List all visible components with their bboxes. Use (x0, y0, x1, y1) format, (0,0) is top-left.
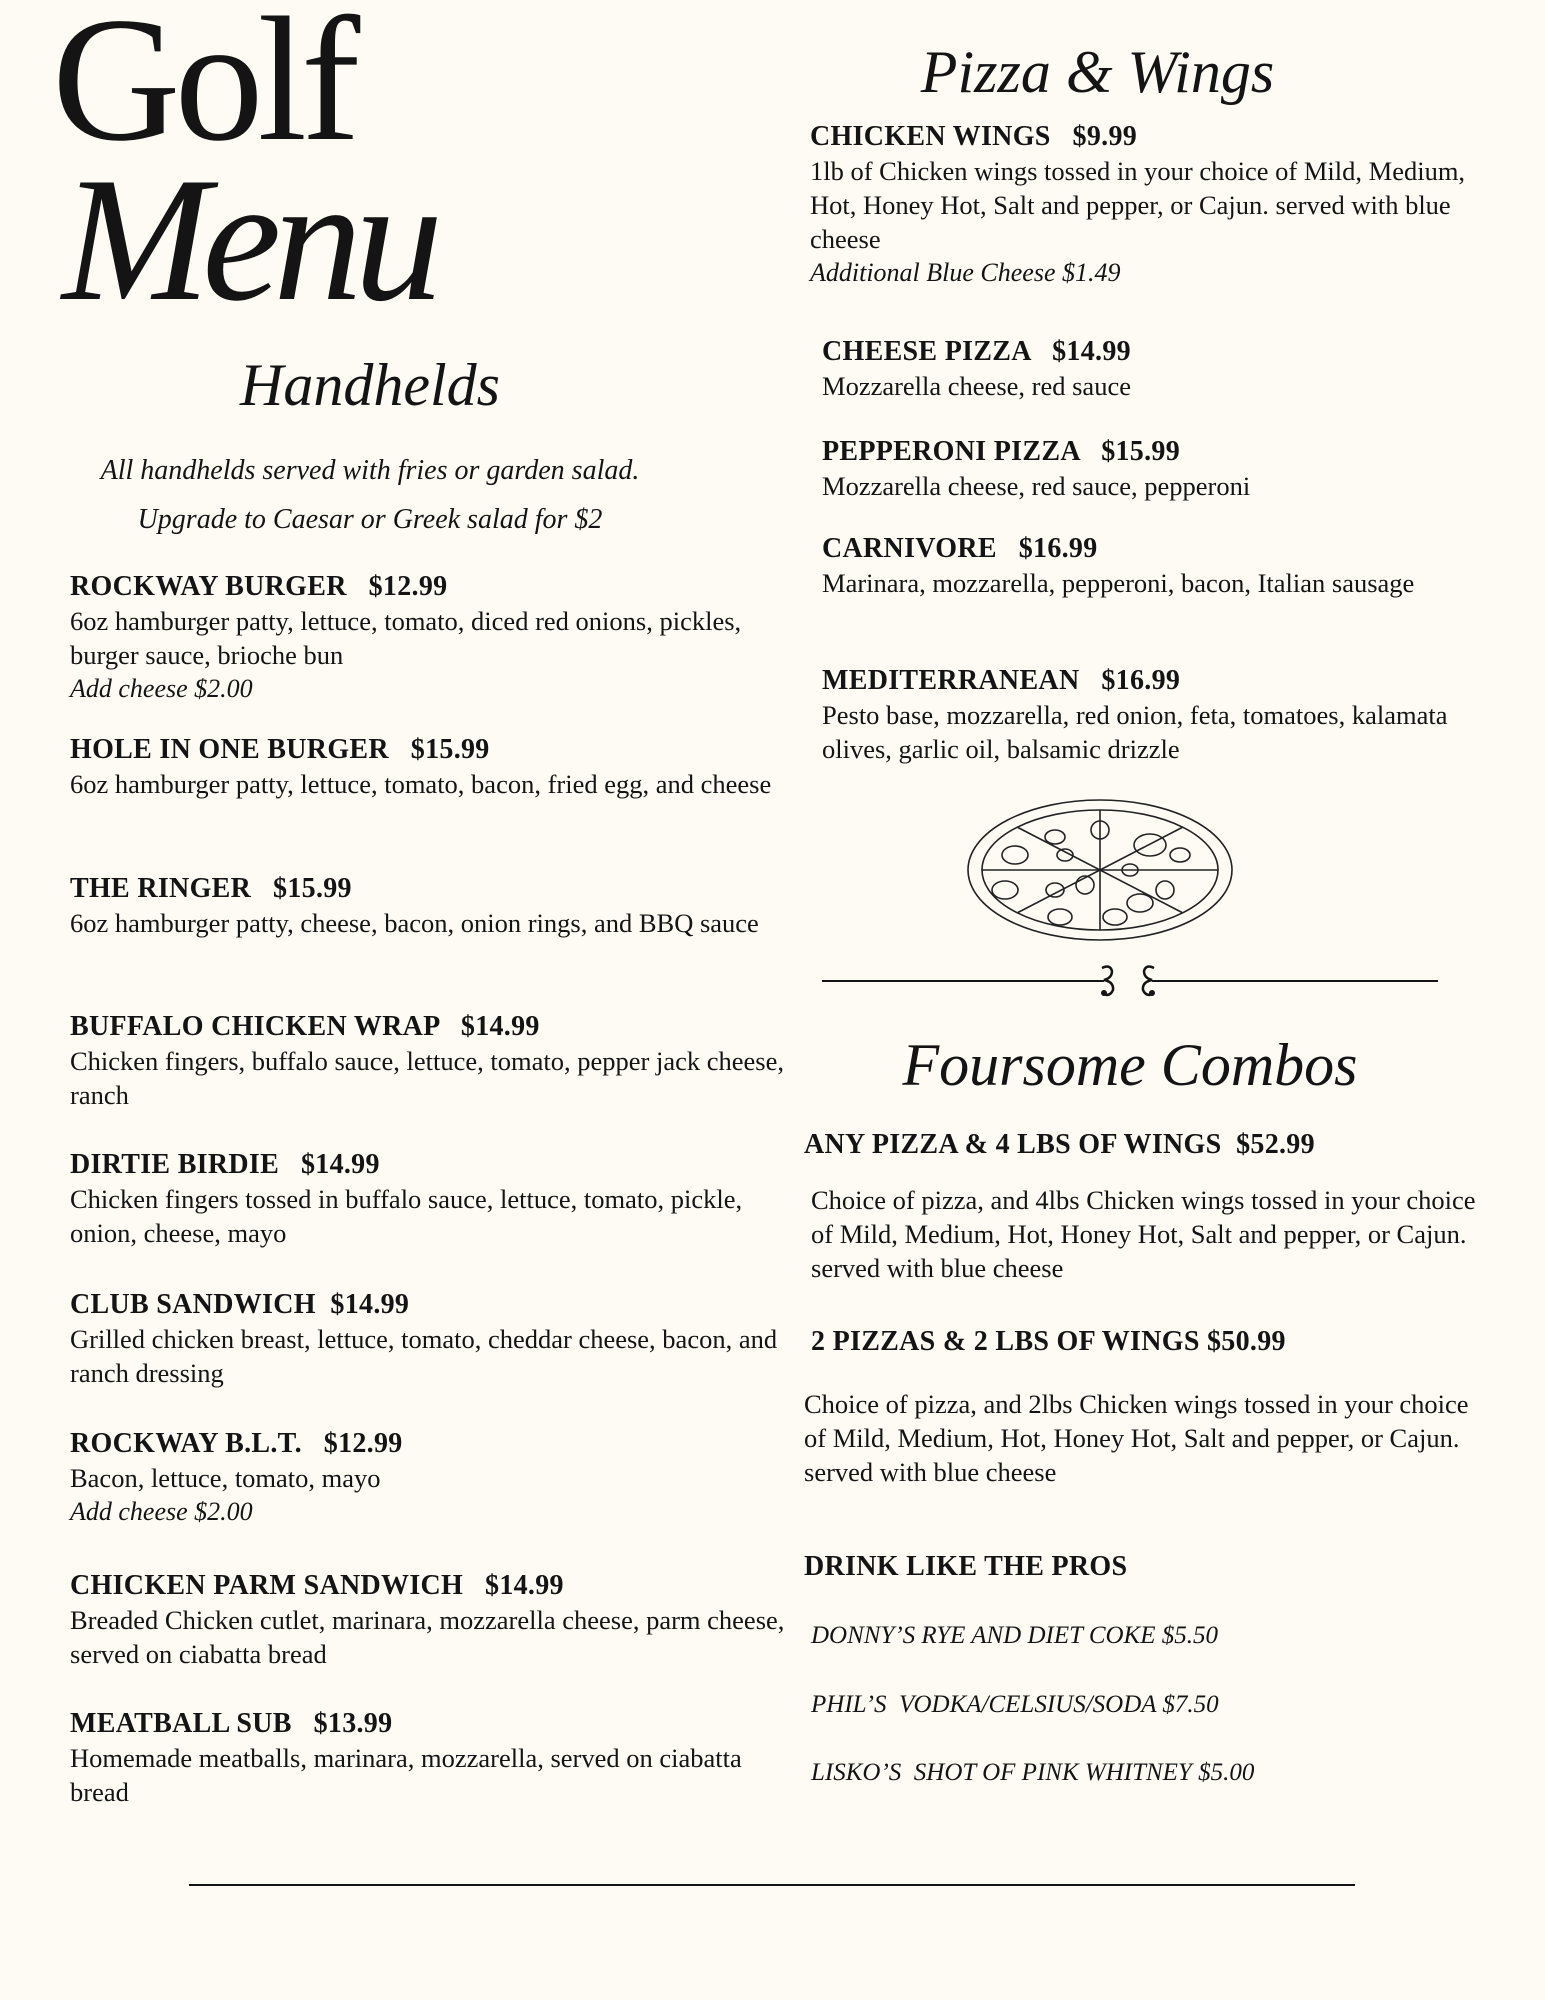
handhelds-subtitle-1: All handhelds served with fries or garden salad. (100, 455, 640, 486)
menu-item-note: Add cheese $2.00 (70, 1497, 253, 1526)
handhelds-subtitle-2: Upgrade to Caesar or Greek salad for $2 (137, 504, 603, 535)
pizza-illustration-icon (965, 795, 1235, 945)
menu-item-desc: 6oz hamburger patty, lettuce, tomato, diced red onions, pickles, burger sauce, brioche bun (70, 606, 742, 670)
combo-item (804, 1128, 1444, 1162)
menu-item-desc: 1lb of Chicken wings tossed in your choice of Mild, Medium, Hot, Honey Hot, Salt and pepper, or Cajun. served with blue cheese (810, 156, 1466, 254)
menu-item (70, 570, 790, 706)
bottom-divider (189, 1884, 1355, 1886)
menu-item-title: HOLE IN ONE BURGER $15.99 (70, 734, 490, 765)
divider-line-left (822, 980, 1104, 982)
menu-item-desc: Grilled chicken breast, lettuce, tomato, cheddar cheese, bacon, and ranch dressing (70, 1324, 778, 1388)
menu-item (822, 335, 1502, 403)
menu-item (70, 1288, 790, 1390)
menu-item (822, 435, 1502, 503)
combo-title: 2 PIZZAS & 2 LBS OF WINGS $50.99 (811, 1326, 1286, 1357)
drink-item: PHIL’S VODKA/CELSIUS/SODA $7.50 (811, 1691, 1219, 1718)
handhelds-heading: Handhelds (240, 352, 500, 418)
menu-item-desc: Chicken fingers tossed in buffalo sauce, lettuce, tomato, pickle, onion, cheese, mayo (70, 1184, 743, 1248)
menu-item (70, 872, 790, 940)
menu-item-desc: Mozzarella cheese, red sauce, pepperoni (822, 471, 1251, 501)
scroll-ornament-icon (1098, 963, 1160, 999)
combo-desc-wrap (804, 1387, 1484, 1489)
menu-item (822, 532, 1502, 600)
menu-item-desc: 6oz hamburger patty, lettuce, tomato, bacon, fried egg, and cheese (70, 769, 772, 799)
menu-item-note: Additional Blue Cheese $1.49 (810, 258, 1121, 287)
drinks-heading: DRINK LIKE THE PROS (804, 1551, 1128, 1582)
menu-item-desc: Breaded Chicken cutlet, marinara, mozzarella cheese, parm cheese, served on ciabatta bread (70, 1605, 785, 1669)
menu-item-desc: Homemade meatballs, marinara, mozzarella, served on ciabatta bread (70, 1743, 742, 1807)
menu-item-title: DIRTIE BIRDIE $14.99 (70, 1149, 380, 1180)
menu-item-title: MEATBALL SUB $13.99 (70, 1708, 393, 1739)
divider-line-right (1152, 980, 1438, 982)
menu-title-menu: Menu (62, 140, 436, 338)
menu-item (70, 733, 790, 801)
menu-item-title: PEPPERONI PIZZA $15.99 (822, 436, 1181, 467)
menu-item (810, 120, 1490, 290)
menu-item-desc: Bacon, lettuce, tomato, mayo (70, 1463, 381, 1493)
menu-item-title: CLUB SANDWICH $14.99 (70, 1289, 410, 1320)
combo-title: ANY PIZZA & 4 LBS OF WINGS $52.99 (804, 1129, 1315, 1160)
menu-item (70, 1010, 790, 1112)
menu-item-desc: Mozzarella cheese, red sauce (822, 371, 1131, 401)
menu-item-title: MEDITERRANEAN $16.99 (822, 665, 1181, 696)
menu-item-title: CHICKEN PARM SANDWICH $14.99 (70, 1570, 564, 1601)
menu-item (70, 1569, 790, 1671)
menu-item (70, 1707, 790, 1809)
menu-item (70, 1148, 790, 1250)
menu-item-desc: Pesto base, mozzarella, red onion, feta, tomatoes, kalamata olives, garlic oil, balsamic drizzle (822, 700, 1448, 764)
menu-item-desc: Chicken fingers, buffalo sauce, lettuce, tomato, pepper jack cheese, ranch (70, 1046, 784, 1110)
menu-item-title: THE RINGER $15.99 (70, 873, 352, 904)
combos-heading: Foursome Combos (902, 1032, 1358, 1098)
drink-item: DONNY’S RYE AND DIET COKE $5.50 (811, 1622, 1219, 1649)
menu-item-title: BUFFALO CHICKEN WRAP $14.99 (70, 1011, 540, 1042)
menu-item-desc: 6oz hamburger patty, cheese, bacon, onion rings, and BBQ sauce (70, 908, 759, 938)
menu-item-desc: Marinara, mozzarella, pepperoni, bacon, Italian sausage (822, 568, 1415, 598)
combo-desc-wrap (811, 1183, 1491, 1285)
menu-item (70, 1427, 790, 1529)
menu-item-title: CARNIVORE $16.99 (822, 533, 1098, 564)
menu-item-title: ROCKWAY BURGER $12.99 (70, 571, 448, 602)
menu-item-title: CHEESE PIZZA $14.99 (822, 336, 1131, 367)
menu-item (822, 664, 1502, 766)
pizza-wings-heading: Pizza & Wings (920, 39, 1275, 105)
menu-item-title: ROCKWAY B.L.T. $12.99 (70, 1428, 403, 1459)
menu-item-title: CHICKEN WINGS $9.99 (810, 121, 1138, 152)
menu-title-golf: Golf (52, 0, 355, 178)
menu-item-note: Add cheese $2.00 (70, 674, 253, 703)
drink-item: LISKO’S SHOT OF PINK WHITNEY $5.00 (811, 1759, 1255, 1786)
combo-desc: Choice of pizza, and 2lbs Chicken wings tossed in your choice of Mild, Medium, Hot, Honey Hot, Salt and pepper, or Cajun. served with blue cheese (804, 1389, 1469, 1487)
combo-item (811, 1325, 1451, 1359)
combo-desc: Choice of pizza, and 4lbs Chicken wings tossed in your choice of Mild, Medium, Hot, Honey Hot, Salt and pepper, or Cajun. served with blue cheese (811, 1185, 1476, 1283)
